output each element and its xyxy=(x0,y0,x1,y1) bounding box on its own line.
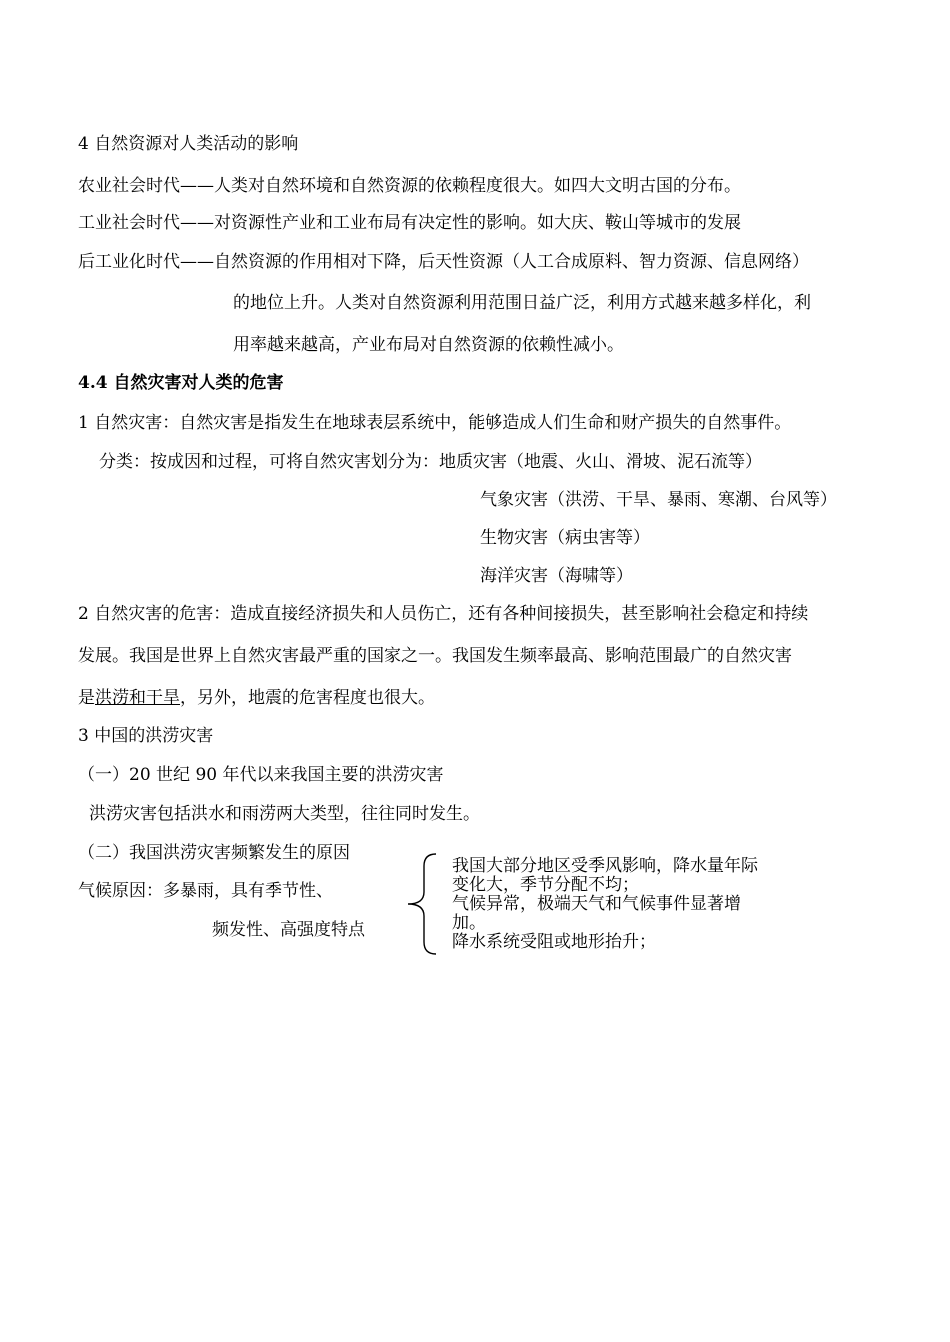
section-4-heading: 4 自然资源对人类活动的影响 xyxy=(78,134,299,154)
flood-subheading-1: （一）20 世纪 90 年代以来我国主要的洪涝灾害 xyxy=(78,765,444,785)
section-44-heading: 4.4 自然灾害对人类的危害 xyxy=(78,373,284,393)
post-industry-line-3: 用率越来越高，产业布局对自然资源的依赖性减小。 xyxy=(233,335,624,355)
post-industry-line-2: 的地位上升。人类对自然资源利用范围日益广泛，利用方式越来越多样化，利 xyxy=(233,293,811,313)
reason-climate-anomaly: 气候异常，极端天气和气候事件显著增加。 xyxy=(452,894,741,933)
class-weather: 气象灾害（洪涝、干旱、暴雨、寒潮、台风等） xyxy=(480,490,837,510)
hazard-line-2: 发展。我国是世界上自然灾害最严重的国家之一。我国发生频率最高、影响范围最广的自然灾害 xyxy=(78,646,792,666)
agri-era-text: 农业社会时代——人类对自然环境和自然资源的依赖程度很大。如四大文明古国的分布。 xyxy=(78,176,741,196)
hazard-line-1: 2 自然灾害的危害：造成直接经济损失和人员伤亡，还有各种间接损失，甚至影响社会稳定和持续 xyxy=(78,604,809,624)
industry-era-text: 工业社会时代——对资源性产业和工业布局有决定性的影响。如大庆、鞍山等城市的发展 xyxy=(78,213,741,233)
flood-drought-underline: 洪涝和干旱 xyxy=(95,688,180,708)
flood-subheading-2: （二）我国洪涝灾害频繁发生的原因 xyxy=(78,843,350,863)
hazard-line-3-post: ，另外，地震的危害程度也很大。 xyxy=(180,688,435,708)
hazard-line-3-pre: 是 xyxy=(78,688,95,708)
flood-types-text: 洪涝灾害包括洪水和雨涝两大类型，往往同时发生。 xyxy=(89,804,480,824)
climate-reason-line-2: 频发性、高强度特点 xyxy=(212,920,365,940)
hazard-line-3 xyxy=(78,687,435,709)
classification-intro: 分类：按成因和过程，可将自然灾害划分为：地质灾害（地震、火山、滑坡、泥石流等） xyxy=(99,452,762,472)
climate-reason-line-1: 气候原因：多暴雨，具有季节性、 xyxy=(78,881,333,901)
left-brace-icon xyxy=(400,852,440,956)
disaster-definition: 1 自然灾害：自然灾害是指发生在地球表层系统中，能够造成人们生命和财产损失的自然事件。 xyxy=(78,413,792,433)
reason-monsoon: 我国大部分地区受季风影响，降水量年际变化大，季节分配不均； xyxy=(452,856,758,895)
class-biological: 生物灾害（病虫害等） xyxy=(480,528,650,548)
class-ocean: 海洋灾害（海啸等） xyxy=(480,566,633,586)
reason-terrain-uplift: 降水系统受阻或地形抬升； xyxy=(452,932,656,952)
post-industry-line-1: 后工业化时代——自然资源的作用相对下降，后天性资源（人工合成原料、智力资源、信息网络） xyxy=(78,252,809,272)
china-flood-heading: 3 中国的洪涝灾害 xyxy=(78,726,214,746)
brace-reasons xyxy=(452,857,762,952)
